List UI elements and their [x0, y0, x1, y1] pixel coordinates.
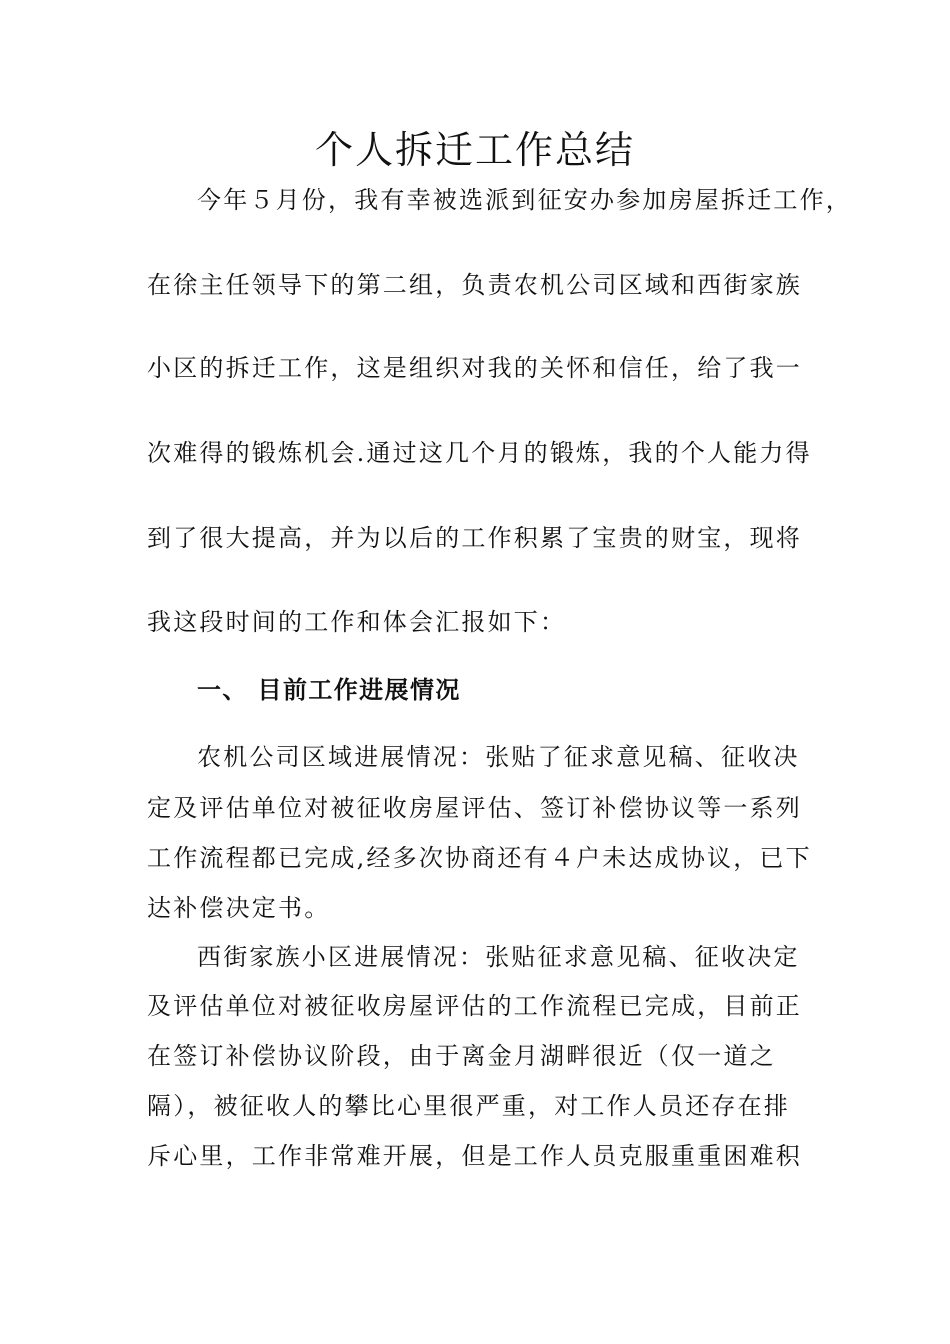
paragraph-line: 工作流程都已完成,经多次协商还有４户未达成协议，已下 [147, 844, 812, 872]
intro-line: 小区的拆迁工作，这是组织对我的关怀和信任，给了我一 [147, 354, 802, 382]
section-heading: 一、 目前工作进展情况 [197, 676, 461, 704]
intro-line: 今年５月份，我有幸被选派到征安办参加房屋拆迁工作， [197, 186, 852, 214]
paragraph-line: 在签订补偿协议阶段，由于离金月湖畔很近（仅一道之 [147, 1042, 776, 1070]
intro-line: 我这段时间的工作和体会汇报如下： [147, 608, 567, 636]
paragraph-line: 定及评估单位对被征收房屋评估、签订补偿协议等一系列 [147, 794, 802, 822]
paragraph-line: 农机公司区域进展情况：张贴了征求意见稿、征收决 [197, 743, 800, 771]
paragraph-line: 斥心里，工作非常难开展，但是工作人员克服重重困难积 [147, 1142, 802, 1170]
paragraph-line: 西街家族小区进展情况：张贴征求意见稿、征收决定 [197, 943, 800, 971]
intro-line: 到了很大提高，并为以后的工作积累了宝贵的财宝，现将 [147, 524, 802, 552]
document-title: 个人拆迁工作总结 [314, 128, 635, 172]
paragraph-line: 及评估单位对被征收房屋评估的工作流程已完成，目前正 [147, 992, 802, 1020]
intro-line: 次难得的锻炼机会.通过这几个月的锻炼，我的个人能力得 [147, 439, 812, 467]
intro-line: 在徐主任领导下的第二组，负责农机公司区域和西街家族 [147, 271, 802, 299]
paragraph-line: 达补偿决定书。 [147, 894, 331, 922]
paragraph-line: 隔），被征收人的攀比心里很严重，对工作人员还存在排 [147, 1092, 790, 1120]
